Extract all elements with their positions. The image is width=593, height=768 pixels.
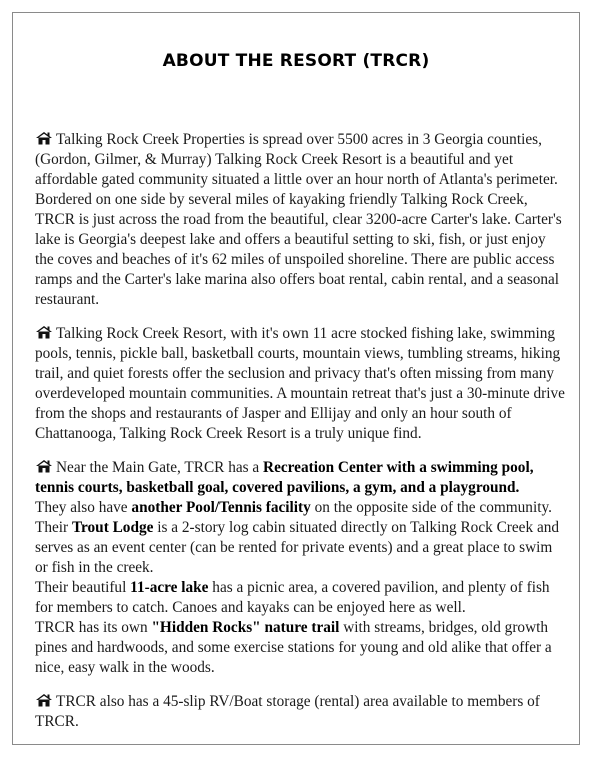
house-icon: [35, 131, 54, 145]
pool-tennis-highlight: another Pool/Tennis facility: [131, 499, 311, 516]
document-body: [35, 130, 567, 746]
facilities-nature-trail: [35, 618, 567, 678]
facilities-recreation-center: [35, 458, 567, 498]
paragraph-amenities: [35, 324, 567, 444]
nature-trail-highlight: "Hidden Rocks" nature trail: [151, 619, 340, 636]
facilities-lake: [35, 578, 567, 618]
trout-lodge-highlight: Trout Lodge: [71, 519, 154, 536]
nature-trail-rest: with streams, bridges, old growth pines and hardwoods, and some exercise stations for young and old alike that offer a nice, easy walk in the woods.: [35, 619, 552, 676]
recreation-center-highlight: Recreation Center with a swimming pool, tennis courts, basketball goal, covered pavilions, a gym, and a playground.: [35, 459, 534, 496]
facilities-trout-lodge: [35, 518, 567, 578]
facilities-pool-tennis: [35, 498, 567, 518]
house-icon: [35, 325, 54, 339]
paragraph-storage: [35, 692, 567, 732]
document-frame: [12, 12, 580, 745]
paragraph-overview: [35, 130, 567, 310]
lake-intro: Their beautiful: [35, 579, 131, 596]
paragraph-storage-text: TRCR also has a 45-slip RV/Boat storage (rental) area available to members of TRCR.: [35, 693, 540, 730]
nature-trail-intro: TRCR has its own: [35, 619, 152, 636]
lake-rest: has a picnic area, a covered pavilion, and plenty of fish for members to catch. Canoes and kayaks can be enjoyed here as well.: [35, 579, 550, 616]
recreation-center-intro: Near the Main Gate, TRCR has a: [56, 459, 264, 476]
pool-tennis-rest: on the opposite side of the community.: [310, 499, 552, 516]
paragraph-facilities: [35, 458, 567, 678]
page-title: ABOUT THE RESORT (TRCR): [162, 51, 430, 71]
house-icon: [35, 693, 54, 707]
paragraph-overview-text: Talking Rock Creek Properties is spread over 5500 acres in 3 Georgia counties, (Gordon, Gilmer, & Murray) Talking Rock Creek Resort is a beautiful and yet affordable gated community situated a little over an hour north of Atlanta's perimeter. Bordered on one side by several miles of kayaking friendly Talking Rock Creek, TRCR is just across the road from the beautiful, clear 3200-acre Carter's lake. Carter's lake is Georgia's deepest lake and offers a beautiful setting to ski, fish, or just enjoy the coves and beaches of it's 62 miles of unspoiled shoreline. There are public access ramps and the Carter's lake marina also offers boat rental, cabin rental, and a seasonal restaurant.: [35, 131, 562, 308]
pool-tennis-intro: They also have: [35, 499, 132, 516]
lake-highlight: 11-acre lake: [130, 579, 209, 596]
trout-lodge-rest: is a 2-story log cabin situated directly on Talking Rock Creek and serves as an event center (can be rented for private events) and a great place to swim or fish in the creek.: [35, 519, 560, 576]
house-icon: [35, 459, 54, 473]
trout-lodge-intro: Their: [35, 519, 72, 536]
paragraph-amenities-text: Talking Rock Creek Resort, with it's own 11 acre stocked fishing lake, swimming pools, tennis, pickle ball, basketball courts, mountain views, tumbling streams, hiking trail, and quiet forests offer the seclusion and privacy that's often missing from many overdeveloped mountain communities. A mountain retreat that's just a 30-minute drive from the shops and restaurants of Jasper and Ellijay and only an hour south of Chattanooga, Talking Rock Creek Resort is a truly unique find.: [35, 325, 565, 442]
